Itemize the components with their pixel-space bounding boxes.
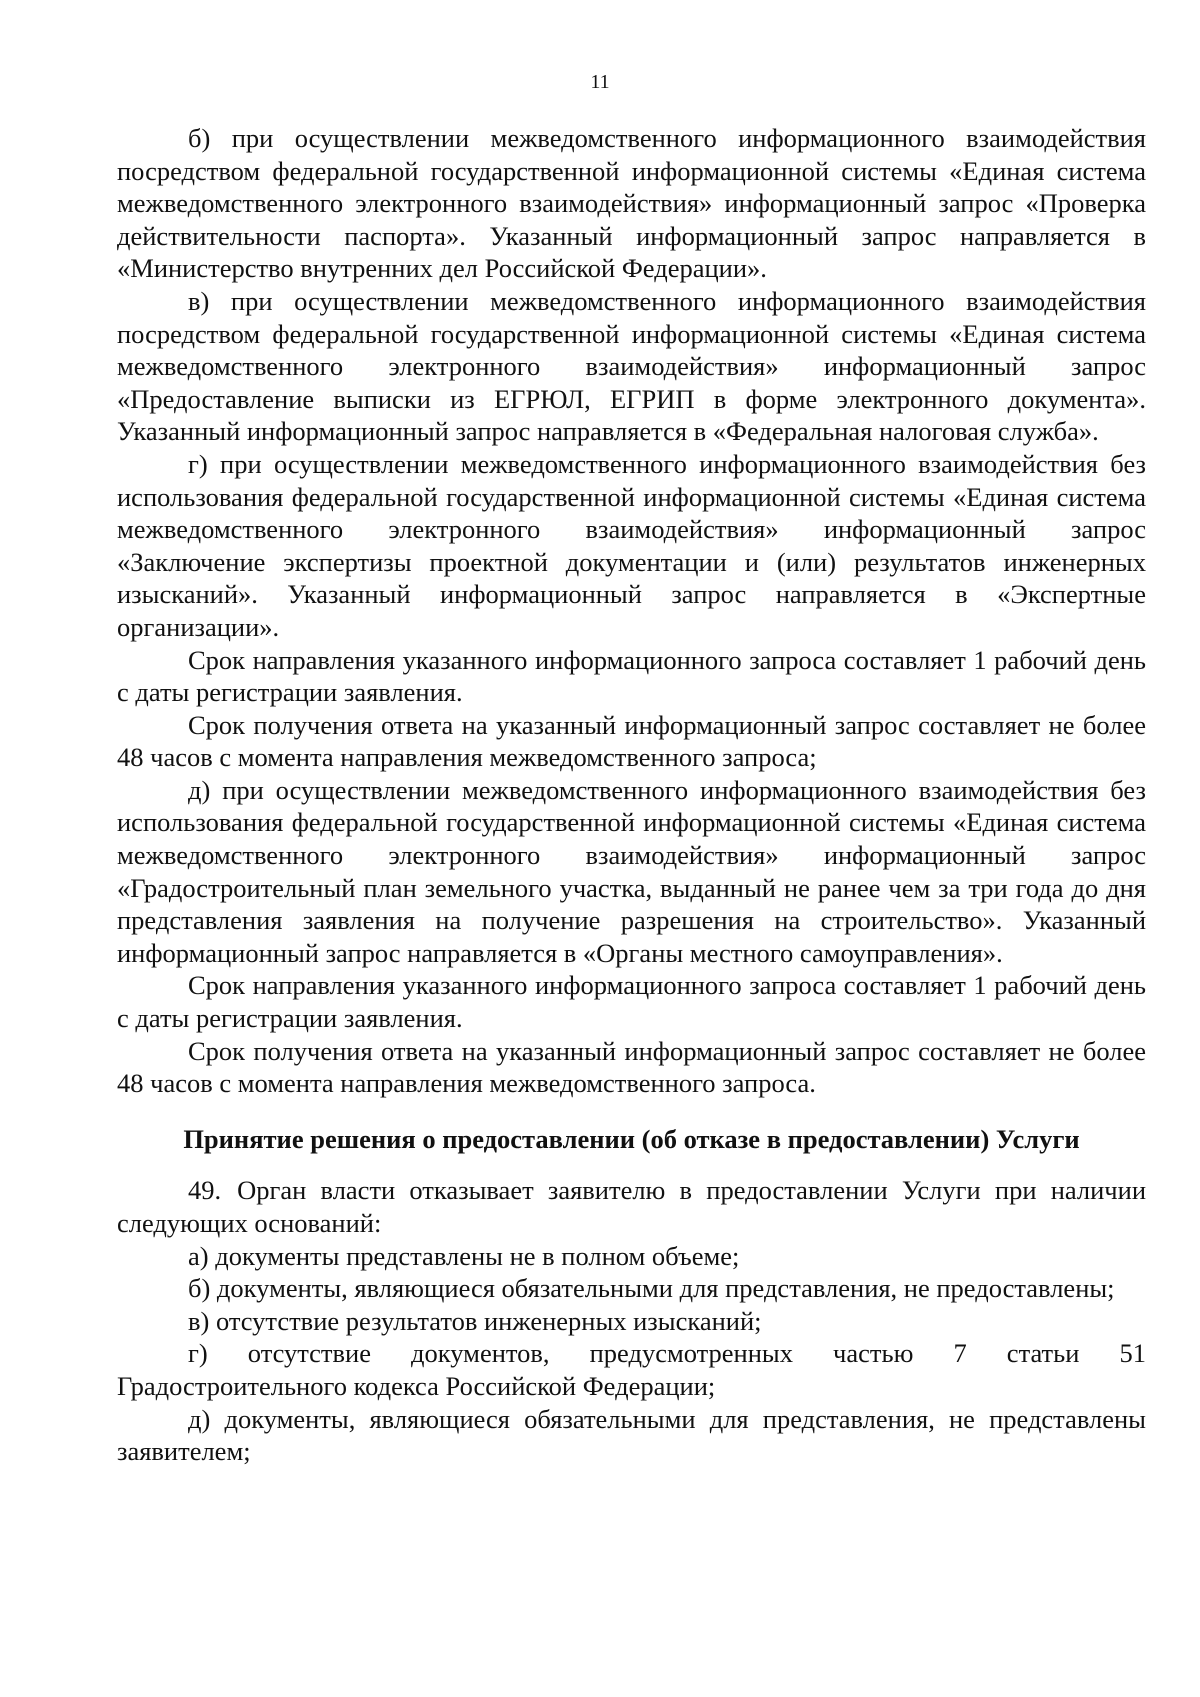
paragraph-b: б) при осуществлении межведомственного информационного взаимодействия посредством федеральной государственной информационной системы «Единая система межведомственного электронного взаимодействия» информационный запрос «Проверка действительности паспорта». Указанный информационный запрос направляется в «Министерство внутренних дел Российской Федерации». [117, 123, 1146, 284]
paragraph-v: в) при осуществлении межведомственного информационного взаимодействия посредством федеральной государственной информационной системы «Единая система межведомственного электронного взаимодействия» информационный запрос «Предоставление выписки из ЕГРЮЛ, ЕГРИП в форме электронного документа». Указанный информационный запрос направляется в «Федеральная налоговая служба». [117, 285, 1146, 447]
paragraph-d: д) при осуществлении межведомственного информационного взаимодействия без использования федеральной государственной информационной системы «Единая система межведомственного электронного взаимодействия» информационный запрос «Градостроительный план земельного участка, выданный не ранее чем за три года до дня представления заявления на получение разрешения на строительство». Указанный информационный запрос направляется в «Органы местного самоуправления». [117, 774, 1146, 968]
section-heading: Принятие решения о предоставлении (об отказе в предоставлении) Услуги [183, 1123, 1080, 1154]
paragraph-deadline-send-2: Срок направления указанного информационного запроса составляет 1 рабочий день с даты регистрации заявления. [117, 970, 1146, 1034]
clause-49-text: Орган власти отказывает заявителю в предоставлении Услуги при наличии следующих оснований: [117, 1175, 1146, 1238]
ground-g: г) отсутствие документов, предусмотренных частью 7 статьи 51 Градостроительного кодекса Российской Федерации; [117, 1338, 1146, 1401]
ground-b: б) документы, являющиеся обязательными для представления, не предоставлены; [188, 1273, 1115, 1304]
paragraph-deadline-send-1: Срок направления указанного информационного запроса составляет 1 рабочий день с даты регистрации заявления. [117, 644, 1146, 708]
clause-49 [117, 1174, 1146, 1239]
document-body [117, 122, 1146, 1468]
ground-v: в) отсутствие результатов инженерных изысканий; [188, 1305, 762, 1336]
clause-49-number: 49. [188, 1175, 222, 1206]
paragraph-deadline-reply-1: Срок получения ответа на указанный информационный запрос составляет не более 48 часов с момента направления межведомственного запроса; [117, 709, 1146, 773]
ground-a: а) документы представлены не в полном объеме; [188, 1240, 740, 1271]
paragraph-g: г) при осуществлении межведомственного информационного взаимодействия без использования федеральной государственной информационной системы «Единая система межведомственного электронного взаимодействия» информационный запрос «Заключение экспертизы проектной документации и (или) результатов инженерных изысканий». Указанный информационный запрос направляется в «Экспертные организации». [117, 448, 1146, 642]
paragraph-deadline-reply-2: Срок получения ответа на указанный информационный запрос составляет не более 48 часов с момента направления межведомственного запроса. [117, 1035, 1146, 1099]
ground-d: д) документы, являющиеся обязательными для представления, не представлены заявителем; [117, 1403, 1146, 1467]
page-number: 11 [590, 71, 610, 93]
